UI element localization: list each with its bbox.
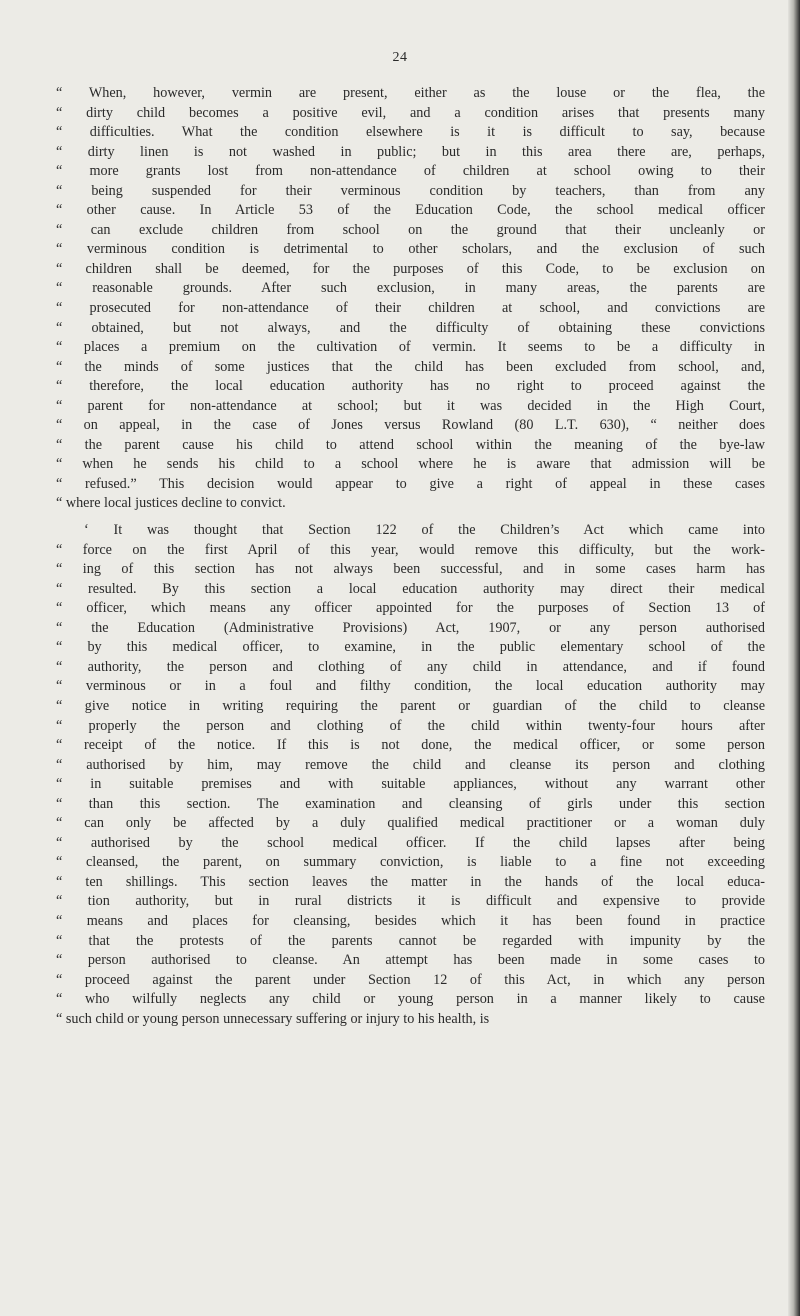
text-line: “ ing of this section has not always been successful, and in some cases harm has bbox=[56, 561, 765, 578]
text-line: “ receipt of the notice. If this is not done, the medical officer, or some person bbox=[56, 737, 765, 754]
paragraph-1 bbox=[56, 84, 765, 514]
text-line: “ reasonable grounds. After such exclusion, in many areas, the parents are bbox=[56, 280, 765, 297]
text-line: “ officer, which means any officer appointed for the purposes of Section 13 of bbox=[56, 600, 765, 617]
text-line: “ the Education (Administrative Provisions) Act, 1907, or any person authorised bbox=[56, 619, 765, 636]
text-line: “ parent for non-attendance at school; but it was decided in the High Court, bbox=[56, 397, 765, 414]
text-line: “ means and places for cleansing, besides which it has been found in practice bbox=[56, 912, 765, 929]
text-line: “ ten shillings. This section leaves the matter in the hands of the local educa- bbox=[56, 873, 765, 890]
text-line: “ difficulties. What the condition elsewhere is it is difficult to say, because bbox=[56, 124, 765, 141]
text-line: “ being suspended for their verminous condition by teachers, than from any bbox=[56, 182, 765, 199]
paragraph-gap bbox=[56, 514, 765, 521]
text-line: “ authority, the person and clothing of any child in attendance, and if found bbox=[56, 658, 765, 675]
text-line: “ that the protests of the parents cannot be regarded with impunity by the bbox=[56, 932, 765, 949]
text-line: ‘ It was thought that Section 122 of the Children’s Act which came into bbox=[84, 522, 765, 539]
text-line: “ places a premium on the cultivation of vermin. It seems to be a difficulty in bbox=[56, 339, 765, 356]
text-line: “ dirty child becomes a positive evil, and a condition arises that presents many bbox=[56, 104, 765, 121]
text-line: “ than this section. The examination and cleansing of girls under this section bbox=[56, 795, 765, 812]
text-line: “ give notice in writing requiring the parent or guardian of the child to cleanse bbox=[56, 697, 765, 714]
text-line: “ children shall be deemed, for the purposes of this Code, to be exclusion on bbox=[56, 260, 765, 277]
text-line: “ verminous or in a foul and filthy condition, the local education authority may bbox=[56, 678, 765, 695]
text-line: “ prosecuted for non-attendance of their children at school, and convictions are bbox=[56, 300, 765, 317]
text-line: “ proceed against the parent under Section 12 of this Act, in which any person bbox=[56, 971, 765, 988]
text-line: “ resulted. By this section a local education authority may direct their medical bbox=[56, 580, 765, 597]
text-line: “ when he sends his child to a school where he is aware that admission will be bbox=[56, 456, 765, 473]
text-line: “ properly the person and clothing of the child within twenty-four hours after bbox=[56, 717, 765, 734]
text-line: “ in suitable premises and with suitable appliances, without any warrant other bbox=[56, 776, 765, 793]
text-line: “ person authorised to cleanse. An attempt has been made in some cases to bbox=[56, 952, 765, 969]
text-line: “ obtained, but not always, and the difficulty of obtaining these convictions bbox=[56, 319, 765, 336]
page-number: 24 bbox=[392, 50, 408, 65]
paragraph-2 bbox=[56, 521, 765, 1029]
text-line: “ dirty linen is not washed in public; but in this area there are, perhaps, bbox=[56, 143, 765, 160]
text-line: “ the parent cause his child to attend school within the meaning of the bye-law bbox=[56, 436, 765, 453]
text-line: “ refused.” This decision would appear to give a right of appeal in these cases bbox=[56, 475, 765, 492]
text-line: “ authorised by the school medical officer. If the child lapses after being bbox=[56, 834, 765, 851]
text-line: “ When, however, vermin are present, either as the louse or the flea, the bbox=[56, 85, 765, 101]
text-line: “ authorised by him, may remove the child and cleanse its person and clothing bbox=[56, 756, 765, 773]
text-line: “ where local justices decline to convict. bbox=[56, 495, 286, 512]
text-line: “ can only be affected by a duly qualified medical practitioner or a woman duly bbox=[56, 815, 765, 832]
page-edge-shadow bbox=[788, 0, 800, 1316]
text-line: “ who wilfully neglects any child or young person in a manner likely to cause bbox=[56, 991, 765, 1008]
text-line: “ other cause. In Article 53 of the Education Code, the school medical officer bbox=[56, 202, 765, 219]
text-line: “ can exclude children from school on the ground that their uncleanly or bbox=[56, 221, 765, 238]
text-line: “ therefore, the local education authority has no right to proceed against the bbox=[56, 378, 765, 395]
text-line: “ cleansed, the parent, on summary conviction, is liable to a fine not exceeding bbox=[56, 854, 765, 871]
text-line: “ force on the first April of this year, would remove this difficulty, but the work- bbox=[56, 541, 765, 558]
text-line: “ more grants lost from non-attendance of children at school owing to their bbox=[56, 163, 765, 180]
text-line: “ tion authority, but in rural districts it is difficult and expensive to provide bbox=[56, 893, 765, 910]
text-line: “ on appeal, in the case of Jones versus Rowland (80 L.T. 630), “ neither does bbox=[56, 417, 765, 434]
text-line: “ the minds of some justices that the child has been excluded from school, and, bbox=[56, 358, 765, 375]
body-text bbox=[56, 84, 765, 1029]
text-line: “ such child or young person unnecessary suffering or injury to his health, is bbox=[56, 1010, 490, 1027]
text-line: “ verminous condition is detrimental to other scholars, and the exclusion of such bbox=[56, 241, 765, 258]
text-line: “ by this medical officer, to examine, in the public elementary school of the bbox=[56, 639, 765, 656]
